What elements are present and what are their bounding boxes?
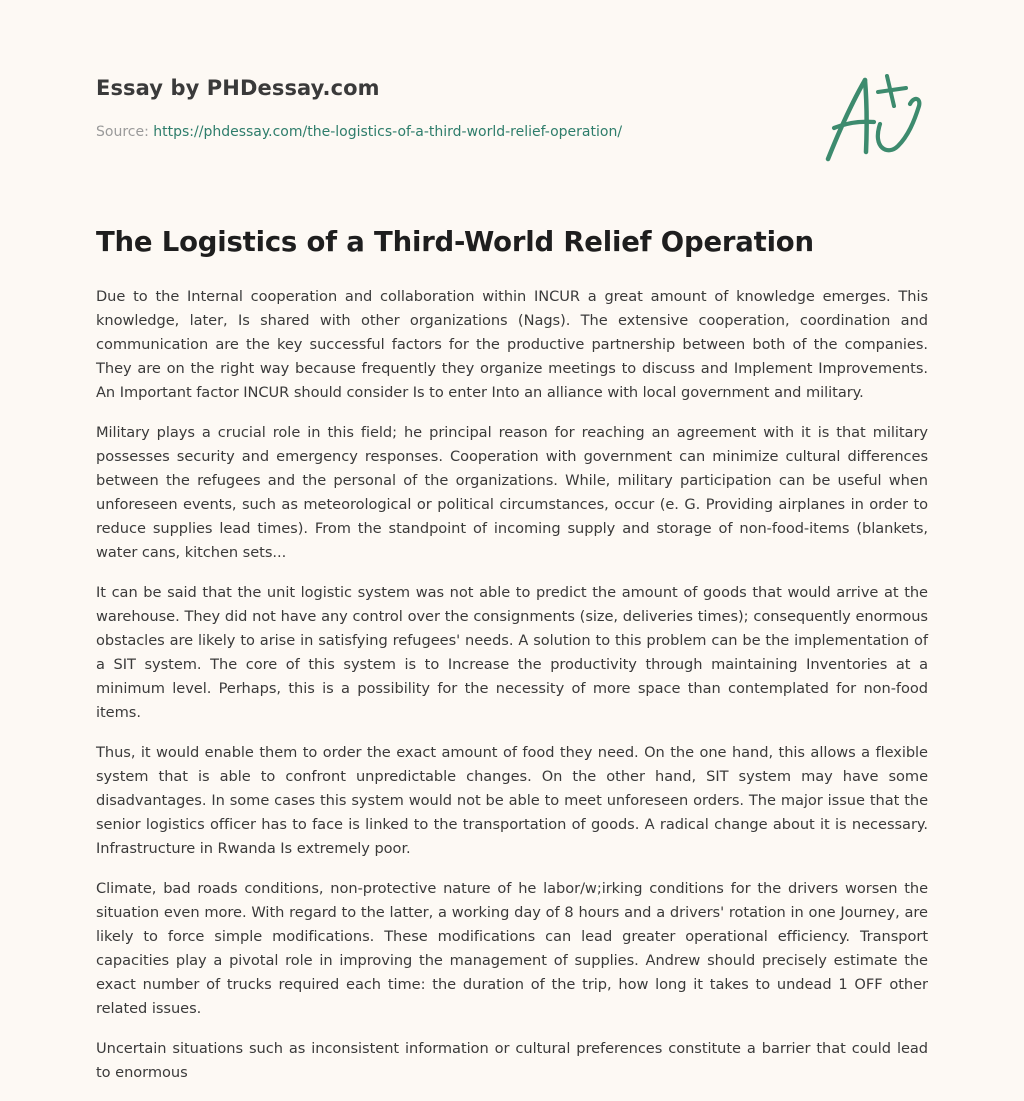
essay-paragraph-3: It can be said that the unit logistic system was not able to predict the amount of goods that would arrive at the warehouse. They did not have any control over the consignments (size, deliveries times); consequently enormous obstacles are likely to arise in satisfying refugees' needs. A solution to this problem can be the implementation of a SIT system. The core of this system is to Increase the productivity through maintaining Inventories at a minimum level. Perhaps, this is a possibility for the necessity of more space than contemplated for non-food items. (96, 584, 928, 721)
essay-paragraph-4: Thus, it would enable them to order the exact amount of food they need. On the one hand, this allows a flexible system that is able to confront unpredictable changes. On the other hand, SIT system may have some disadvantages. In some cases this system would not be able to meet unforeseen orders. The major issue that the senior logistics officer has to face is linked to the transportation of goods. A radical change about it is necessary. Infrastructure in Rwanda Is extremely poor. (96, 744, 928, 857)
site-brand: Essay by PHDessay.com (96, 76, 380, 100)
essay-body (96, 285, 928, 1101)
source-line (96, 124, 796, 140)
essay-paragraph-1: Due to the Internal cooperation and collaboration within INCUR a great amount of knowledge emerges. This knowledge, later, Is shared with other organizations (Nags). The extensive cooperation, coordination and communication are the key successful factors for the productive partnership between both of the companies. They are on the right way because frequently they organize meetings to discuss and Implement Improvements. An Important factor INCUR should consider Is to enter Into an alliance with local government and military. (96, 288, 928, 401)
source-link[interactable]: https://phdessay.com/the-logistics-of-a-third-world-relief-operation/ (153, 124, 623, 140)
source-label: Source: (96, 124, 154, 140)
a-plus-grade-icon (822, 66, 930, 166)
essay-paragraph-2: Military plays a crucial role in this field; he principal reason for reaching an agreement with it is that military possesses security and emergency responses. Cooperation with government can minimize cultural differences between the refugees and the personal of the organizations. While, military participation can be useful when unforeseen events, such as meteorological or political circumstances, occur (e. G. Providing airplanes in order to reduce supplies lead times). From the standpoint of incoming supply and storage of non-food-items (blankets, water cans, kitchen sets... (96, 424, 928, 561)
essay-paragraph-6: Uncertain situations such as inconsistent information or cultural preferences constitute a barrier that could lead to enormous (96, 1040, 928, 1081)
essay-paragraph-5: Climate, bad roads conditions, non-protective nature of he labor/w;irking conditions for the drivers worsen the situation even more. With regard to the latter, a working day of 8 hours and a drivers' rotation in one Journey, are likely to force simple modifications. These modifications can lead greater operational efficiency. Transport capacities play a pivotal role in improving the management of supplies. Andrew should precisely estimate the exact number of trucks required each time: the duration of the trip, how long it takes to undead 1 OFF other related issues. (96, 880, 928, 1017)
essay-header (96, 76, 796, 140)
essay-title: The Logistics of a Third-World Relief Operation (96, 226, 814, 258)
